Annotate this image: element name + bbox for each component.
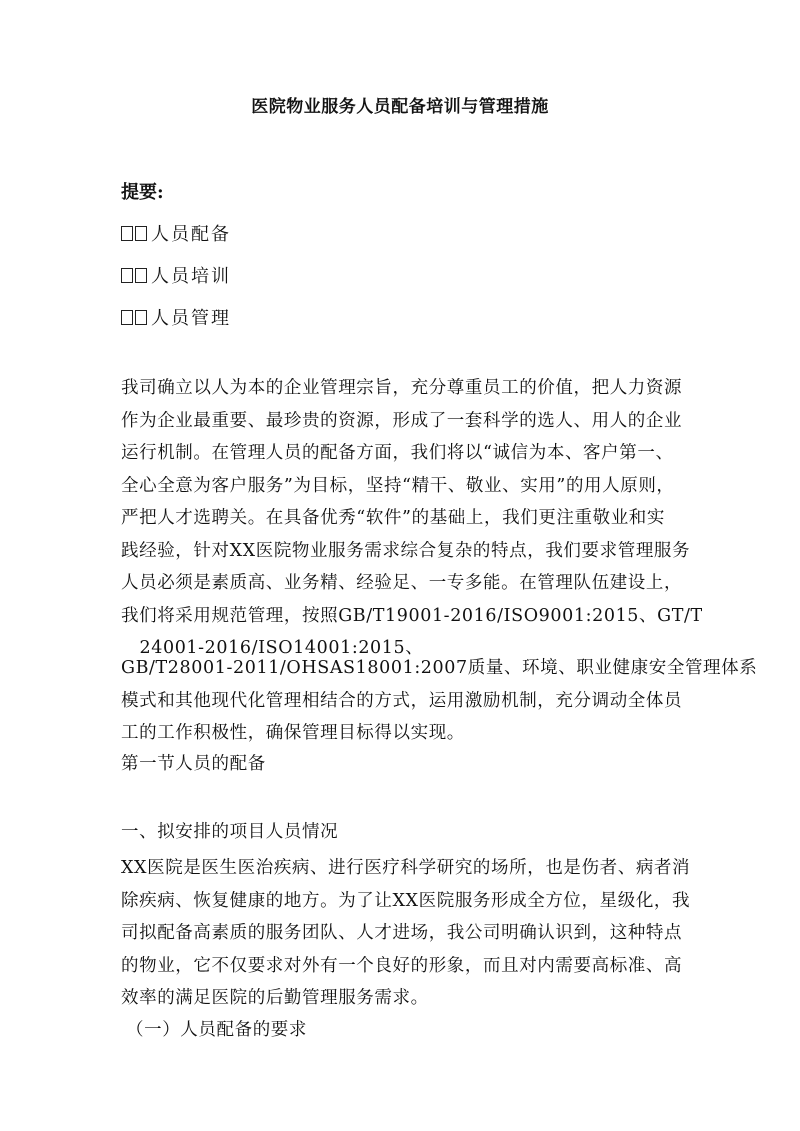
project-paragraph (121, 852, 721, 1015)
checkbox-glyph-icon (135, 268, 147, 283)
checkbox-glyph-icon (121, 310, 133, 325)
section-heading: 第一节人员的配备 (121, 754, 266, 774)
paragraph-line: 我司确立以人为本的企业管理宗旨，充分尊重员工的价值，把人力资源 (121, 378, 683, 398)
document-title: 医院物业服务人员配备培训与管理措施 (251, 97, 549, 117)
paragraph-line: 作为企业最重要、最珍贵的资源，形成了一套科学的选人、用人的企业 (121, 410, 683, 431)
keyword-item-training (121, 262, 231, 288)
paragraph-line: 全心全意为客户服务”为目标，坚持“精干、敬业、实用”的用人原则， (121, 475, 675, 496)
checkbox-glyph-icon (121, 226, 133, 241)
checkbox-glyph-icon (135, 310, 147, 325)
checkbox-glyph-icon (121, 268, 133, 283)
paragraph-line: 24001-2016/ISO14001:2015、 (121, 638, 424, 658)
paragraph-line: XX医院是医生医治疾病、进行医疗科学研究的场所，也是伤者、病者消 (121, 858, 691, 878)
keyword-item-management (121, 304, 231, 330)
paragraph-line: 我们将采用规范管理，按照GB/T19001-2016/ISO9001:2015、GT/T (121, 605, 703, 626)
sub-subsection-heading: （一）人员配备的要求 (126, 1020, 307, 1040)
paragraph-line: 司拟配备高素质的服务团队、人才进场，我公司明确认识到，这种特点 (121, 923, 683, 943)
abstract-label: 提要: (121, 182, 164, 203)
paragraph-line: 践经验，针对XX医院物业服务需求综合复杂的特点，我们要求管理服务 (121, 540, 691, 561)
paragraph-line: 运行机制。在管理人员的配备方面，我们将以“诚信为本、客户第一、 (121, 443, 674, 463)
keyword-label: 人员培训 (151, 266, 231, 287)
paragraph-line: 模式和其他现代化管理相结合的方式，运用激励机制，充分调动全体员 (121, 690, 683, 711)
continuation-paragraph (121, 652, 758, 750)
keyword-item-staffing (121, 220, 231, 246)
paragraph-line: 效率的满足医院的后勤管理服务需求。 (121, 988, 429, 1008)
paragraph-line: 人员必须是素质高、业务精、经验足、一专多能。在管理队伍建设上， (121, 573, 683, 593)
paragraph-line: GB/T28001-2011/OHSAS18001:2007质量、环境、职业健康安全管理体系 (121, 658, 758, 678)
paragraph-line: 严把人才选聘关。在具备优秀“软件”的基础上，我们更注重敬业和实 (121, 508, 665, 528)
intro-paragraph (121, 372, 721, 665)
paragraph-line: 的物业，它不仅要求对外有一个良好的形象，而且对内需要高标准、高 (121, 955, 683, 976)
paragraph-line: 除疾病、恢复健康的地方。为了让XX医院服务形成全方位，星级化，我 (121, 890, 691, 911)
paragraph-line: 工的工作积极性，确保管理目标得以实现。 (121, 723, 465, 743)
subsection-heading: 一、拟安排的项目人员情况 (121, 822, 339, 842)
keyword-label: 人员管理 (151, 308, 231, 329)
keyword-label: 人员配备 (151, 224, 231, 245)
checkbox-glyph-icon (135, 226, 147, 241)
